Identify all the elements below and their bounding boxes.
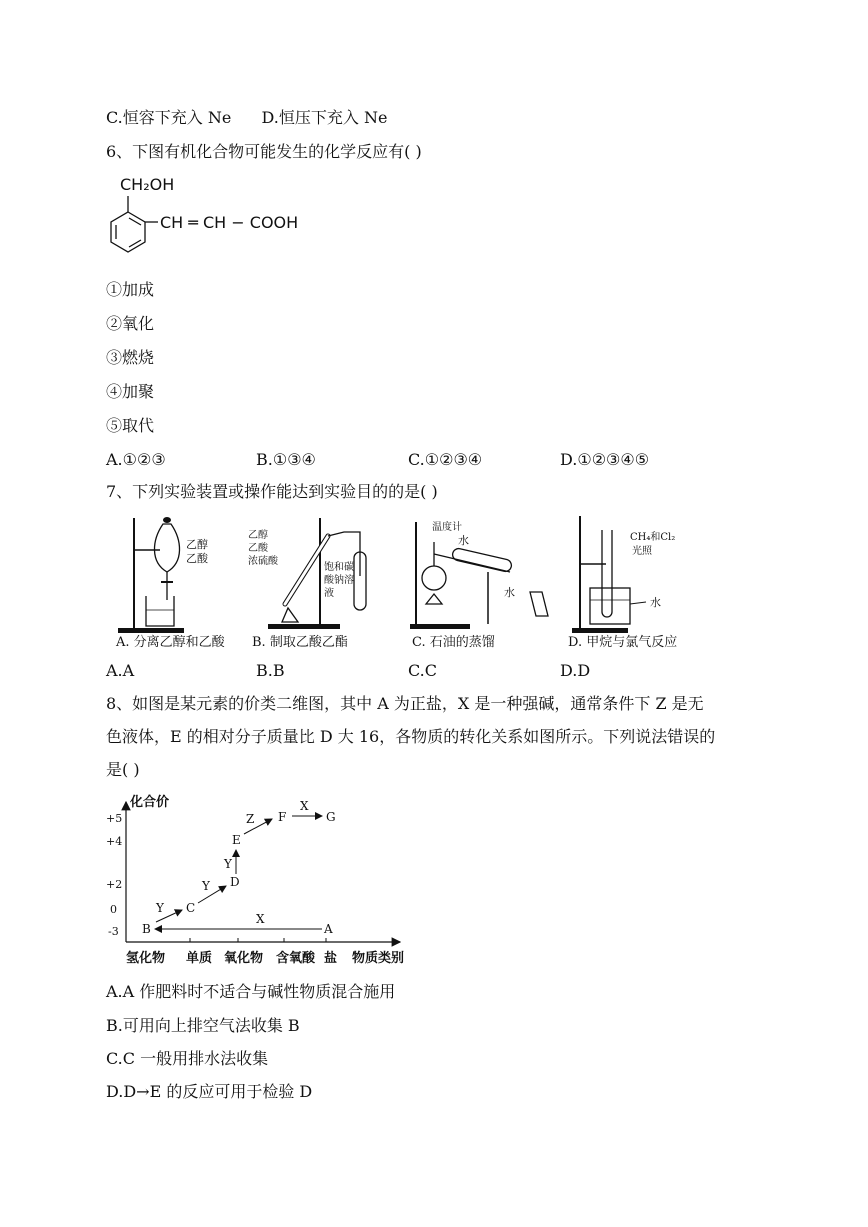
q6-structure-diagram (100, 170, 350, 275)
q6-item-5: ⑤取代 (106, 416, 155, 435)
apparatus-a (115, 517, 226, 650)
svg-text:水: 水 (458, 534, 469, 547)
q8-option-b[interactable]: B.可用向上排空气法收集 B (106, 1016, 300, 1035)
q8-option-a[interactable]: A.A 作肥料时不适合与碱性物质混合施用 (106, 982, 396, 1001)
q6-item-3: ③燃烧 (106, 348, 155, 367)
apparatus-b (248, 518, 366, 650)
q7-option-a[interactable]: A.A (106, 661, 135, 680)
svg-text:+5: +5 (106, 812, 123, 825)
q8-option-d[interactable]: D.D→E 的反应可用于检验 D (106, 1082, 313, 1101)
svg-text:温度计: 温度计 (432, 522, 462, 533)
svg-text:0: 0 (110, 903, 117, 916)
q8-stem-line-2: 色液体，E 的相对分子质量比 D 大 16，各物质的转化关系如图所示。下列说法错误的 (106, 727, 716, 746)
svg-text:乙醇: 乙醇 (248, 530, 268, 541)
svg-text:Y: Y (156, 901, 164, 915)
q7-option-b[interactable]: B.B (256, 661, 285, 680)
q6-item-1: ①加成 (106, 280, 155, 299)
svg-text:+2: +2 (106, 878, 123, 891)
svg-text:氢化物: 氢化物 (126, 951, 166, 966)
q8-stem-line-1: 8、如图是某元素的价类二维图，其中 A 为正盐，X 是一种强碱，通常条件下 Z 是无 (106, 694, 704, 713)
q5-options-line (106, 107, 387, 129)
svg-text:氧化物: 氧化物 (224, 951, 264, 966)
apparatus-c-caption: C. 石油的蒸馏 (412, 635, 495, 650)
svg-text:水: 水 (504, 586, 515, 599)
point-c: C (186, 901, 196, 915)
svg-text:饱和碳: 饱和碳 (324, 562, 354, 573)
q8-valence-diagram (100, 790, 420, 972)
svg-text:含氧酸: 含氧酸 (276, 951, 316, 966)
svg-text:X: X (256, 912, 265, 926)
structure-chain-label: CH ═ CH − COOH (160, 213, 299, 232)
point-a: A (324, 922, 333, 936)
q8-option-c[interactable]: C.C 一般用排水法收集 (106, 1049, 269, 1068)
svg-text:+4: +4 (106, 835, 123, 848)
svg-text:浓硫酸: 浓硫酸 (248, 556, 278, 567)
svg-text:水: 水 (650, 596, 661, 609)
point-b: B (142, 922, 151, 936)
point-f: F (278, 810, 287, 824)
q6-item-4: ④加聚 (106, 382, 155, 401)
q7-apparatus-figure (112, 512, 712, 652)
apparatus-d-caption: D. 甲烷与氯气反应 (568, 635, 678, 650)
q7-option-c[interactable]: C.C (408, 661, 437, 680)
q5-option-c: C.恒容下充入 Ne (106, 108, 232, 127)
svg-text:乙酸: 乙酸 (248, 543, 268, 554)
q6-option-d[interactable]: D.①②③④⑤ (560, 450, 650, 469)
apparatus-a-label-1: 乙醇 (186, 538, 208, 551)
q7-stem: 7、下列实验装置或操作能达到实验目的的是( ) (106, 482, 438, 501)
point-e: E (232, 833, 241, 847)
apparatus-d (568, 516, 677, 650)
svg-text:Y: Y (224, 857, 232, 871)
q6-item-2: ②氧化 (106, 314, 155, 333)
apparatus-a-label-2: 乙酸 (186, 552, 208, 565)
apparatus-b-caption: B. 制取乙酸乙酯 (252, 635, 348, 650)
apparatus-c (410, 520, 548, 650)
q6-stem: 6、下图有机化合物可能发生的化学反应有( ) (106, 142, 422, 161)
svg-text:Z: Z (246, 812, 255, 826)
svg-text:液: 液 (324, 588, 334, 599)
apparatus-a-caption: A. 分离乙醇和乙酸 (116, 635, 225, 650)
svg-text:光照: 光照 (632, 546, 652, 557)
q8-stem-line-3: 是( ) (106, 760, 140, 779)
point-d: D (230, 875, 240, 889)
q6-option-b[interactable]: B.①③④ (256, 450, 316, 469)
svg-text:酸钠溶: 酸钠溶 (324, 575, 354, 586)
structure-ch2oh-label: CH₂OH (120, 175, 175, 194)
q6-option-c[interactable]: C.①②③④ (408, 450, 483, 469)
svg-text:盐: 盐 (324, 951, 338, 966)
q5-option-d: D.恒压下充入 Ne (261, 108, 388, 127)
svg-text:CH₄和Cl₂: CH₄和Cl₂ (630, 532, 676, 543)
q7-option-d[interactable]: D.D (560, 661, 591, 680)
diagram-x-title: 物质类别 (352, 951, 405, 966)
point-g: G (326, 810, 336, 824)
svg-text:-3: -3 (108, 925, 119, 938)
diagram-y-title: 化合价 (130, 795, 170, 810)
q6-option-a[interactable]: A.①②③ (106, 450, 166, 469)
svg-text:X: X (300, 799, 309, 813)
svg-text:Y: Y (202, 879, 210, 893)
svg-text:单质: 单质 (186, 951, 213, 966)
